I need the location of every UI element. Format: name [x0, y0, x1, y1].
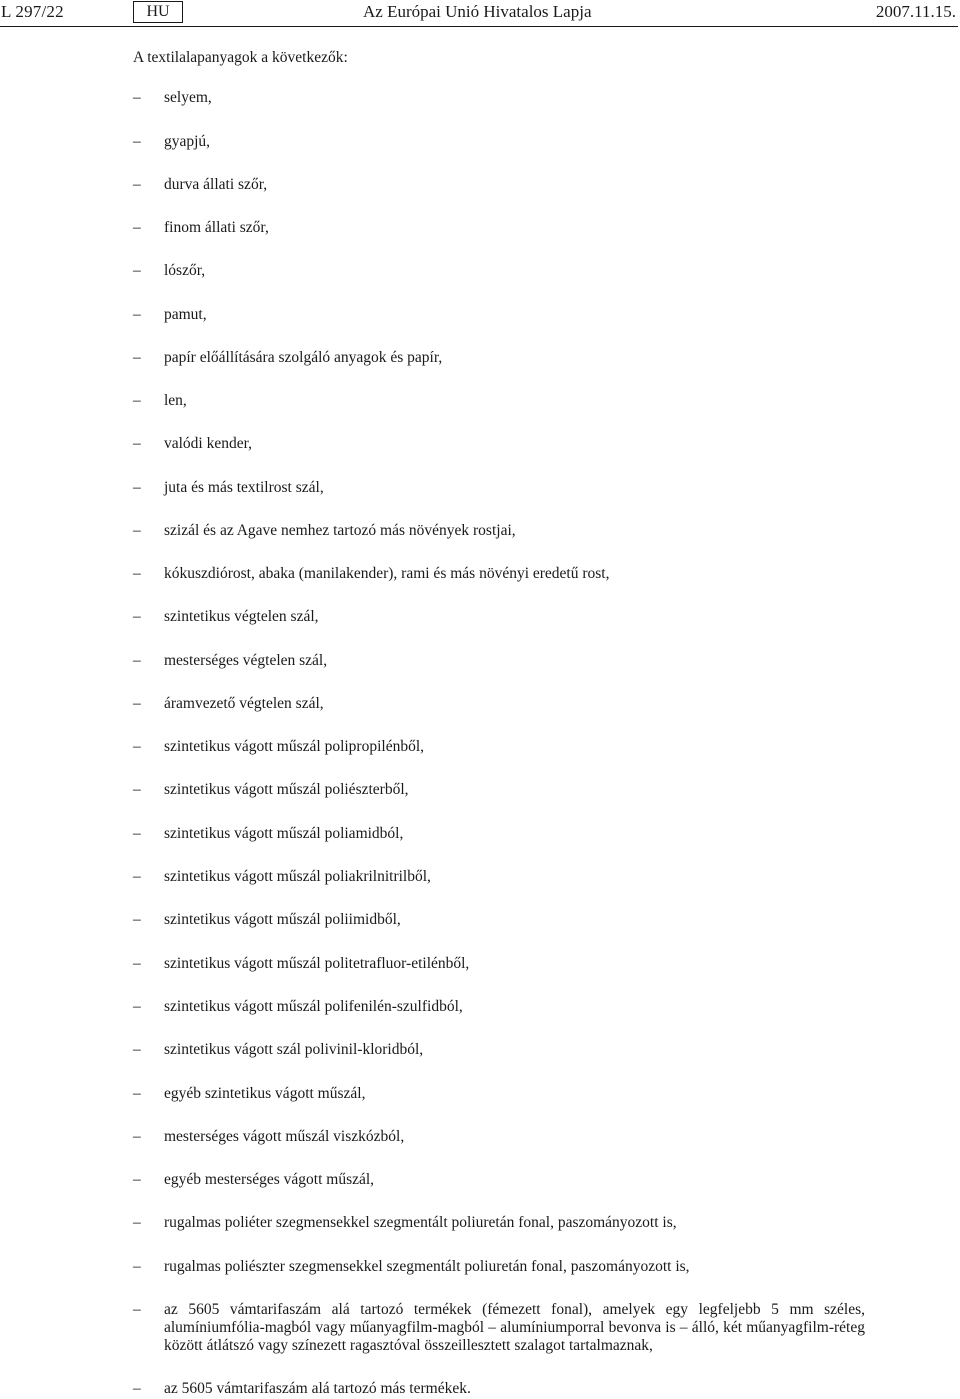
- list-item: [133, 652, 865, 670]
- intro-sentence: A textilalapanyagok a következők:: [133, 49, 348, 66]
- list-item-text: len,: [164, 392, 187, 409]
- journal-title: Az Európai Unió Hivatalos Lapja: [363, 2, 592, 21]
- list-item: [133, 522, 865, 540]
- list-dash: –: [133, 1085, 141, 1102]
- list-item-text: rugalmas poliészter szegmensekkel szegmentált poliuretán fonal, paszományozott is,: [164, 1258, 690, 1275]
- list-item: [133, 695, 865, 713]
- list-item-text: egyéb szintetikus vágott műszál,: [164, 1085, 366, 1102]
- list-item: [133, 825, 865, 843]
- list-dash: –: [133, 1128, 141, 1145]
- list-dash: –: [133, 825, 141, 842]
- list-item: [133, 133, 865, 151]
- list-item: [133, 435, 865, 453]
- list-dash: –: [133, 565, 141, 582]
- list-item: [133, 479, 865, 497]
- list-item: [133, 1128, 865, 1146]
- list-item-text: selyem,: [164, 89, 212, 106]
- list-item-text: szintetikus végtelen szál,: [164, 608, 319, 625]
- list-item-text: szizál és az Agave nemhez tartozó más növények rostjai,: [164, 522, 516, 539]
- list-dash: –: [133, 955, 141, 972]
- list-dash: –: [133, 522, 141, 539]
- list-item-text: pamut,: [164, 306, 207, 323]
- list-item-text: szintetikus vágott szál polivinil-kloridból,: [164, 1041, 424, 1058]
- list-dash: –: [133, 479, 141, 496]
- list-item-text: durva állati szőr,: [164, 176, 268, 193]
- list-item-text: mesterséges végtelen szál,: [164, 652, 328, 669]
- list-dash: –: [133, 1301, 141, 1318]
- list-dash: –: [133, 176, 141, 193]
- list-item-text: szintetikus vágott műszál poliakrilnitrilből,: [164, 868, 431, 885]
- list-dash: –: [133, 868, 141, 885]
- list-item-text: finom állati szőr,: [164, 219, 269, 236]
- list-item-text: szintetikus vágott műszál politetrafluor-etilénből,: [164, 955, 470, 972]
- list-item: [133, 781, 865, 799]
- list-item: [133, 349, 865, 367]
- list-item: [133, 998, 865, 1016]
- list-item: [133, 1380, 865, 1398]
- list-dash: –: [133, 435, 141, 452]
- list-dash: –: [133, 1214, 141, 1231]
- list-item: [133, 1214, 865, 1232]
- list-item: [133, 176, 865, 194]
- list-dash: –: [133, 998, 141, 1015]
- list-item: [133, 608, 865, 626]
- list-item-text: szintetikus vágott műszál poliészterből,: [164, 781, 409, 798]
- list-item-text: az 5605 vámtarifaszám alá tartozó más termékek.: [164, 1380, 471, 1397]
- list-item-text: lószőr,: [164, 262, 206, 279]
- list-dash: –: [133, 219, 141, 236]
- list-dash: –: [133, 1041, 141, 1058]
- publication-date: 2007.11.15.: [875, 2, 956, 21]
- list-item-text: szintetikus vágott műszál poliamidból,: [164, 825, 404, 842]
- language-code-box: HU: [133, 1, 183, 23]
- journal-reference: L 297/22: [1, 2, 64, 21]
- list-item-text: valódi kender,: [164, 435, 253, 452]
- list-item: [133, 955, 865, 973]
- list-dash: –: [133, 349, 141, 366]
- list-item: [133, 219, 865, 237]
- page-header: [0, 0, 958, 27]
- list-item: [133, 392, 865, 410]
- list-item-text: kókuszdiórost, abaka (manilakender), rami és más növényi eredetű rost,: [164, 565, 610, 582]
- list-item-text: szintetikus vágott műszál poliimidből,: [164, 911, 401, 928]
- list-item-text: juta és más textilrost szál,: [164, 479, 324, 496]
- list-item-text: szintetikus vágott műszál polipropilénből,: [164, 738, 425, 755]
- list-dash: –: [133, 133, 141, 150]
- list-dash: –: [133, 306, 141, 323]
- list-item: [133, 1085, 865, 1103]
- list-item: [133, 1041, 865, 1059]
- list-dash: –: [133, 608, 141, 625]
- list-dash: –: [133, 781, 141, 798]
- list-item-text: szintetikus vágott műszál polifenilén-szulfidból,: [164, 998, 463, 1015]
- list-dash: –: [133, 89, 141, 106]
- list-item: [133, 565, 865, 583]
- list-item: [133, 738, 865, 756]
- list-item: [133, 306, 865, 324]
- list-dash: –: [133, 1171, 141, 1188]
- list-item: [133, 1258, 865, 1276]
- list-item-text: egyéb mesterséges vágott műszál,: [164, 1171, 375, 1188]
- list-dash: –: [133, 262, 141, 279]
- list-item-text: gyapjú,: [164, 133, 211, 150]
- list-item-text: az 5605 vámtarifaszám alá tartozó termékek (fémezett fonal), amelyek egy legfeljebb 5 mm széles, alumíniumfólia-magból vagy műanyagfilm-magból – alumíniumporral bevonva is – álló, két műanyagfilm-réteg között átlátszó vagy színezett ragasztóval összeillesztett szalagot tartalmaznak,: [164, 1301, 865, 1354]
- list-item: [133, 89, 865, 107]
- list-item-text: áramvezető végtelen szál,: [164, 695, 324, 712]
- list-dash: –: [133, 695, 141, 712]
- list-item: [133, 868, 865, 886]
- list-item-text: mesterséges vágott műszál viszkózból,: [164, 1128, 405, 1145]
- list-dash: –: [133, 1380, 141, 1397]
- list-item: [133, 1301, 865, 1355]
- list-dash: –: [133, 392, 141, 409]
- list-item-text: rugalmas poliéter szegmensekkel szegmentált poliuretán fonal, paszományozott is,: [164, 1214, 677, 1231]
- list-dash: –: [133, 1258, 141, 1275]
- list-item-text: papír előállítására szolgáló anyagok és papír,: [164, 349, 443, 366]
- list-dash: –: [133, 652, 141, 669]
- list-dash: –: [133, 738, 141, 755]
- list-item: [133, 262, 865, 280]
- list-item: [133, 1171, 865, 1189]
- list-item: [133, 911, 865, 929]
- list-dash: –: [133, 911, 141, 928]
